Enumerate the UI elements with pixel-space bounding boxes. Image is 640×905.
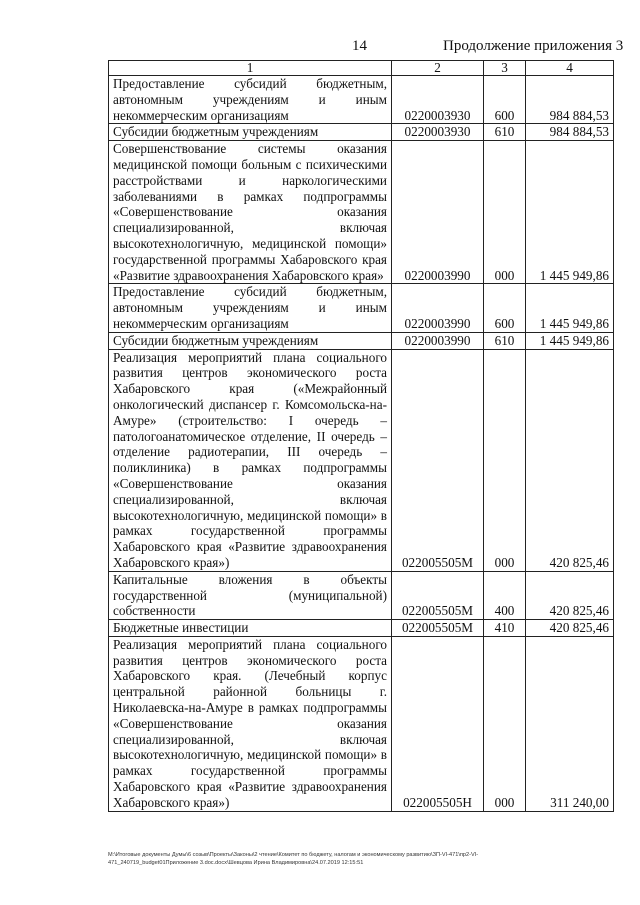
- row-amount: 420 825,46: [526, 349, 614, 571]
- row-code: 022005505М: [392, 620, 484, 637]
- column-header-4: 4: [526, 61, 614, 76]
- table-row: [109, 141, 614, 284]
- row-amount: 1 445 949,86: [526, 332, 614, 349]
- row-name: Капитальные вложения в объекты государственной (муниципальной) собственности: [109, 571, 392, 619]
- table-row: [109, 76, 614, 124]
- page-number: 14: [352, 38, 367, 54]
- continuation-caption: Продолжение приложения 3: [443, 38, 624, 54]
- table-row: [109, 636, 614, 811]
- table-row: [109, 571, 614, 619]
- column-header-row: [109, 61, 614, 76]
- row-code: 0220003990: [392, 332, 484, 349]
- row-group: 000: [484, 141, 526, 284]
- row-name: Совершенствование системы оказания медицинской помощи больным с психическими расстройствами и наркологическими заболеваниями в рамках подпрограммы «Совершенствование оказания специализированной, включая высокотехнологичную, медицинской помощи» государственной программы Хабаровского края «Развитие здравоохранения Хабаровского края»: [109, 141, 392, 284]
- table-row: [109, 620, 614, 637]
- table-row: [109, 349, 614, 571]
- row-code: 022005505Н: [392, 636, 484, 811]
- row-group: 400: [484, 571, 526, 619]
- row-group: 000: [484, 636, 526, 811]
- row-amount: 1 445 949,86: [526, 284, 614, 332]
- row-name: Предоставление субсидий бюджетным, автономным учреждениям и иным некоммерческим организациям: [109, 76, 392, 124]
- column-header-3: 3: [484, 61, 526, 76]
- row-amount: 984 884,53: [526, 124, 614, 141]
- table-row: [109, 332, 614, 349]
- row-group: 610: [484, 332, 526, 349]
- row-group: 600: [484, 76, 526, 124]
- row-name: Реализация мероприятий плана социального развития центров экономического роста Хабаровского края («Межрайонный онкологический диспансер г. Комсомольска-на-Амуре» (строительство: I очередь – патологоанатомическое отделение, II очередь – отделение радиотерапии, III очередь – поликлиника) в рамках подпрограммы «Совершенствование оказания специализированной, включая высокотехнологичную, медицинской помощи» в рамках государственной программы Хабаровского края «Развитие здравоохранения Хабаровского края»): [109, 349, 392, 571]
- row-code: 0220003990: [392, 284, 484, 332]
- row-name: Субсидии бюджетным учреждениям: [109, 124, 392, 141]
- row-group: 600: [484, 284, 526, 332]
- column-header-2: 2: [392, 61, 484, 76]
- footer-line-2: 471_240719_budget01Приложение 3.doc.docx\Шевцова Ирина Владимировна\24.07.2019 12:15:51: [108, 860, 364, 866]
- table-row: [109, 284, 614, 332]
- row-amount: 420 825,46: [526, 571, 614, 619]
- row-amount: 420 825,46: [526, 620, 614, 637]
- row-name: Реализация мероприятий плана социального развития центров экономического роста Хабаровского края. (Лечебный корпус центральной районной больницы г. Николаевска-на-Амуре в рамках подпрограммы «Совершенствование оказания специализированной, включая высокотехнологичную, медицинской помощи» в рамках государственной программы Хабаровского края «Развитие здравоохранения Хабаровского края»): [109, 636, 392, 811]
- row-group: 610: [484, 124, 526, 141]
- row-code: 0220003930: [392, 76, 484, 124]
- row-group: 410: [484, 620, 526, 637]
- row-name: Предоставление субсидий бюджетным, автономным учреждениям и иным некоммерческим организациям: [109, 284, 392, 332]
- row-amount: 311 240,00: [526, 636, 614, 811]
- row-group: 000: [484, 349, 526, 571]
- column-header-1: 1: [109, 61, 392, 76]
- row-code: 022005505М: [392, 349, 484, 571]
- table-row: [109, 124, 614, 141]
- row-amount: 1 445 949,86: [526, 141, 614, 284]
- file-path-footer: [108, 851, 613, 867]
- row-name: Бюджетные инвестиции: [109, 620, 392, 637]
- row-code: 0220003990: [392, 141, 484, 284]
- row-name: Субсидии бюджетным учреждениям: [109, 332, 392, 349]
- row-code: 022005505М: [392, 571, 484, 619]
- row-code: 0220003930: [392, 124, 484, 141]
- footer-line-1: М:\Итоговые документы Думы\6 созыв\Проекты\Законы\2 чтение\Комитет по бюджету, налогам и экономическому развитию\ЗП-VI-471\пр2-VI-: [108, 852, 479, 858]
- budget-table: [108, 60, 614, 812]
- row-amount: 984 884,53: [526, 76, 614, 124]
